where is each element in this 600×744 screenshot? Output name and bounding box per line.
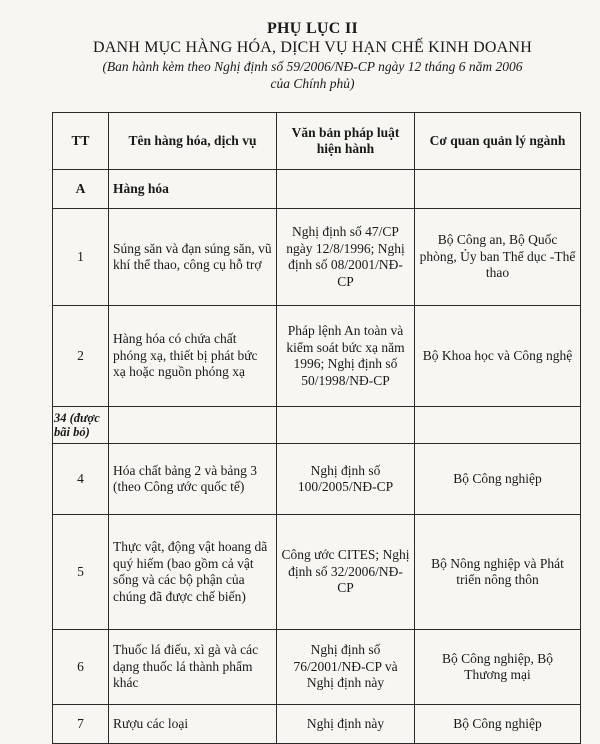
row-name: Hàng hóa có chứa chất phóng xạ, thiết bị phát bức xạ hoặc nguồn phóng xạ <box>109 306 277 407</box>
table-row <box>53 306 581 407</box>
row-name: Thực vật, động vật hoang dã quý hiếm (bao gồm cả vật sống và các bộ phận của chúng đã được chế biến) <box>109 515 277 630</box>
column-header-legal: Văn bản pháp luật hiện hành <box>277 113 415 170</box>
row-legal <box>277 407 415 444</box>
row-agency: Bộ Công nghiệp <box>415 444 581 515</box>
column-header-agency: Cơ quan quản lý ngành <box>415 113 581 170</box>
table-row <box>53 209 581 306</box>
row-tt: 1 <box>53 209 109 306</box>
row-agency <box>415 407 581 444</box>
row-agency: Bộ Nông nghiệp và Phát triển nông thôn <box>415 515 581 630</box>
row-name: Súng săn và đạn súng săn, vũ khí thể thao, công cụ hỗ trợ <box>109 209 277 306</box>
row-name: Hóa chất bảng 2 và bảng 3 (theo Công ước quốc tế) <box>109 444 277 515</box>
row-tt: 2 <box>53 306 109 407</box>
row-legal: Nghị định số 76/2001/NĐ-CP và Nghị định này <box>277 630 415 705</box>
row-tt: 6 <box>53 630 109 705</box>
table-row <box>53 630 581 705</box>
row-tt: 4 <box>53 444 109 515</box>
row-agency: Bộ Công an, Bộ Quốc phòng, Ủy ban Thể dục -Thể thao <box>415 209 581 306</box>
decree-note-line2: của Chính phủ) <box>270 76 355 91</box>
list-title: DANH MỤC HÀNG HÓA, DỊCH VỤ HẠN CHẾ KINH DOANH <box>93 39 532 56</box>
row-legal: Công ước CITES; Nghị định số 32/2006/NĐ-CP <box>277 515 415 630</box>
row-tt: 5 <box>53 515 109 630</box>
row-tt: 7 <box>53 705 109 744</box>
row-name: Rượu các loại <box>109 705 277 744</box>
document-header <box>40 20 585 92</box>
table-row <box>53 515 581 630</box>
section-name: Hàng hóa <box>109 170 277 209</box>
table-row <box>53 444 581 515</box>
row-legal: Nghị định này <box>277 705 415 744</box>
restricted-goods-table <box>52 112 581 744</box>
row-legal: Nghị định số 100/2005/NĐ-CP <box>277 444 415 515</box>
row-legal: Nghị định số 47/CP ngày 12/8/1996; Nghị định số 08/2001/NĐ-CP <box>277 209 415 306</box>
row-name: Thuốc lá điếu, xì gà và các dạng thuốc lá thành phẩm khác <box>109 630 277 705</box>
section-row <box>53 170 581 209</box>
column-header-name: Tên hàng hóa, dịch vụ <box>109 113 277 170</box>
column-header-tt: TT <box>53 113 109 170</box>
table-header-row <box>53 113 581 170</box>
table-row <box>53 705 581 744</box>
appendix-title: PHỤ LỤC II <box>266 20 358 37</box>
row-agency: Bộ Khoa học và Công nghệ <box>415 306 581 407</box>
row-agency: Bộ Công nghiệp <box>415 705 581 744</box>
table-row <box>53 407 581 444</box>
row-legal: Pháp lệnh An toàn và kiểm soát bức xạ năm 1996; Nghị định số 50/1998/NĐ-CP <box>277 306 415 407</box>
row-agency: Bộ Công nghiệp, Bộ Thương mại <box>415 630 581 705</box>
section-tt: A <box>53 170 109 209</box>
decree-note-line1: (Ban hành kèm theo Nghị định số 59/2006/NĐ-CP ngày 12 tháng 6 năm 2006 <box>102 59 523 74</box>
row-name <box>109 407 277 444</box>
row-tt: 34 (được bãi bỏ) <box>53 407 109 444</box>
